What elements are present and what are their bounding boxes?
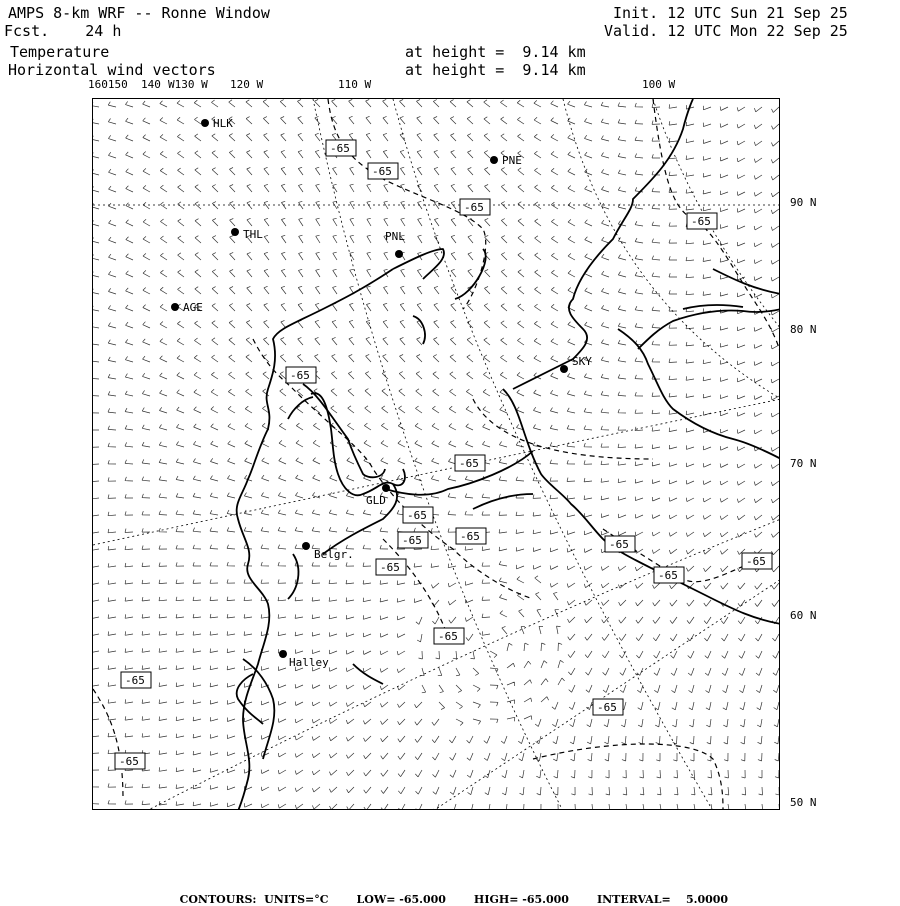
coastline-weddell-east <box>503 389 780 624</box>
graticule-line-b <box>93 519 780 810</box>
graticule-lon-a <box>313 99 563 810</box>
field-temperature: Temperature <box>10 43 110 61</box>
footer-high: HIGH= -65.000 <box>473 893 569 906</box>
station-halley <box>279 650 329 669</box>
station-label: PNL <box>385 230 405 243</box>
contour-label <box>121 672 151 688</box>
contour-label <box>593 699 623 715</box>
coastline-belgrano <box>288 554 298 599</box>
contour-label-text: -65 <box>330 142 350 155</box>
init-time: Init. 12 UTC Sun 21 Sep 25 <box>613 4 848 22</box>
footer-interval: INTERVAL= 5.0000 <box>596 893 729 906</box>
station-age <box>171 301 203 314</box>
coastline-dronning-maud <box>618 329 780 459</box>
map-canvas <box>93 99 780 810</box>
station-label: HLK <box>213 117 233 130</box>
coastline-halley-inlet <box>237 674 263 724</box>
contour-label <box>368 163 398 179</box>
contour-label-text: -65 <box>438 630 458 643</box>
map-title: AMPS 8-km WRF -- Ronne Window <box>8 4 270 22</box>
contour-label-text: -65 <box>609 538 629 551</box>
graticule-line-a <box>93 399 780 545</box>
lat-label-50n: 50 N <box>790 796 817 809</box>
station-marker <box>279 650 287 658</box>
contour-label <box>376 559 406 575</box>
wind-vector-field <box>93 99 780 810</box>
contour-label-text: -65 <box>691 215 711 228</box>
footer-contours-units: CONTOURS: UNITS=°C <box>179 893 329 906</box>
contour-label <box>687 213 717 229</box>
contour-label <box>434 628 464 644</box>
contour-label-text: -65 <box>380 561 400 574</box>
lat-label-60n: 60 N <box>790 609 817 622</box>
contour-label-text: -65 <box>464 201 484 214</box>
station-marker <box>560 365 568 373</box>
station-thl <box>231 228 263 241</box>
forecast-hour: Fcst. 24 h <box>4 22 122 40</box>
coastline-ne-2 <box>683 305 743 309</box>
lon-label-110w: 110 W <box>338 78 372 91</box>
contour-label <box>403 507 433 523</box>
station-label: AGE <box>183 301 203 314</box>
station-marker <box>382 484 390 492</box>
lon-label-130w: W130 W <box>168 78 208 91</box>
contour-label-text: -65 <box>125 674 145 687</box>
map-panel <box>92 98 780 810</box>
coastline-ne-mountains <box>713 269 780 294</box>
station-marker <box>231 228 239 236</box>
graticule-lon-c <box>563 99 780 399</box>
coastline-ronne-inner <box>303 384 385 477</box>
station-label: SKY <box>572 355 592 368</box>
contour-label-text: -65 <box>658 569 678 582</box>
coastline-small <box>353 664 383 684</box>
station-marker <box>201 119 209 127</box>
valid-time: Valid. 12 UTC Mon 22 Sep 25 <box>604 22 848 40</box>
contour-label-text: -65 <box>119 755 139 768</box>
station-belgr <box>302 542 354 561</box>
height-temperature: at height = 9.14 km <box>405 43 586 61</box>
wind-barbs <box>93 99 780 810</box>
station-pnl <box>385 230 405 258</box>
contour-label <box>605 536 635 552</box>
lat-label-70n: 70 N <box>790 457 817 470</box>
station-pne <box>490 154 522 167</box>
coastline-berkner-2 <box>288 397 313 419</box>
contour-label <box>742 553 772 569</box>
station-marker <box>395 250 403 258</box>
lon-label-160-150: 160150 <box>88 78 128 91</box>
contour-label <box>456 528 486 544</box>
contour-label-text: -65 <box>460 530 480 543</box>
contour-label <box>654 567 684 583</box>
station-label: GLD <box>366 494 386 507</box>
station-label: Halley <box>289 656 329 669</box>
station-marker <box>490 156 498 164</box>
lat-label-90n: 90 N <box>790 196 817 209</box>
lon-label-100w: 100 W <box>642 78 676 91</box>
coastline-plateau <box>638 309 780 349</box>
station-label: PNE <box>502 154 522 167</box>
station-hlk <box>201 117 233 130</box>
station-marker <box>171 303 179 311</box>
station-gld <box>366 484 390 507</box>
stations <box>171 117 592 669</box>
contour-line-mid <box>473 399 653 459</box>
station-label: THL <box>243 228 263 241</box>
footer-low: LOW= -65.000 <box>356 893 446 906</box>
field-wind-vectors: Horizontal wind vectors <box>8 61 216 79</box>
height-wind: at height = 9.14 km <box>405 61 586 79</box>
contour-label <box>398 532 428 548</box>
contour-label <box>460 199 490 215</box>
coastline-ice-front-gld <box>473 494 533 509</box>
station-marker <box>302 542 310 550</box>
coastline-pnl-2 <box>413 316 425 344</box>
contour-label-text: -65 <box>459 457 479 470</box>
contour-label-text: -65 <box>746 555 766 568</box>
contour-line-west <box>93 689 123 799</box>
contour-label-text: -65 <box>402 534 422 547</box>
coastline-halley <box>243 659 274 759</box>
lon-label-140: 140 <box>141 78 161 91</box>
contour-label <box>115 753 145 769</box>
lat-label-80n: 80 N <box>790 323 817 336</box>
lon-label-120w: 120 W <box>230 78 264 91</box>
contour-label-text: -65 <box>290 369 310 382</box>
contour-footer <box>0 880 900 906</box>
coastline-east-west-flank <box>513 99 693 389</box>
contour-label <box>326 140 356 156</box>
contour-label-text: -65 <box>407 509 427 522</box>
contour-label <box>455 455 485 471</box>
contour-label-text: -65 <box>372 165 392 178</box>
coastline-ronne-west <box>237 269 393 810</box>
station-label: Belgr. <box>314 548 354 561</box>
contour-label-text: -65 <box>597 701 617 714</box>
contour-label <box>286 367 316 383</box>
